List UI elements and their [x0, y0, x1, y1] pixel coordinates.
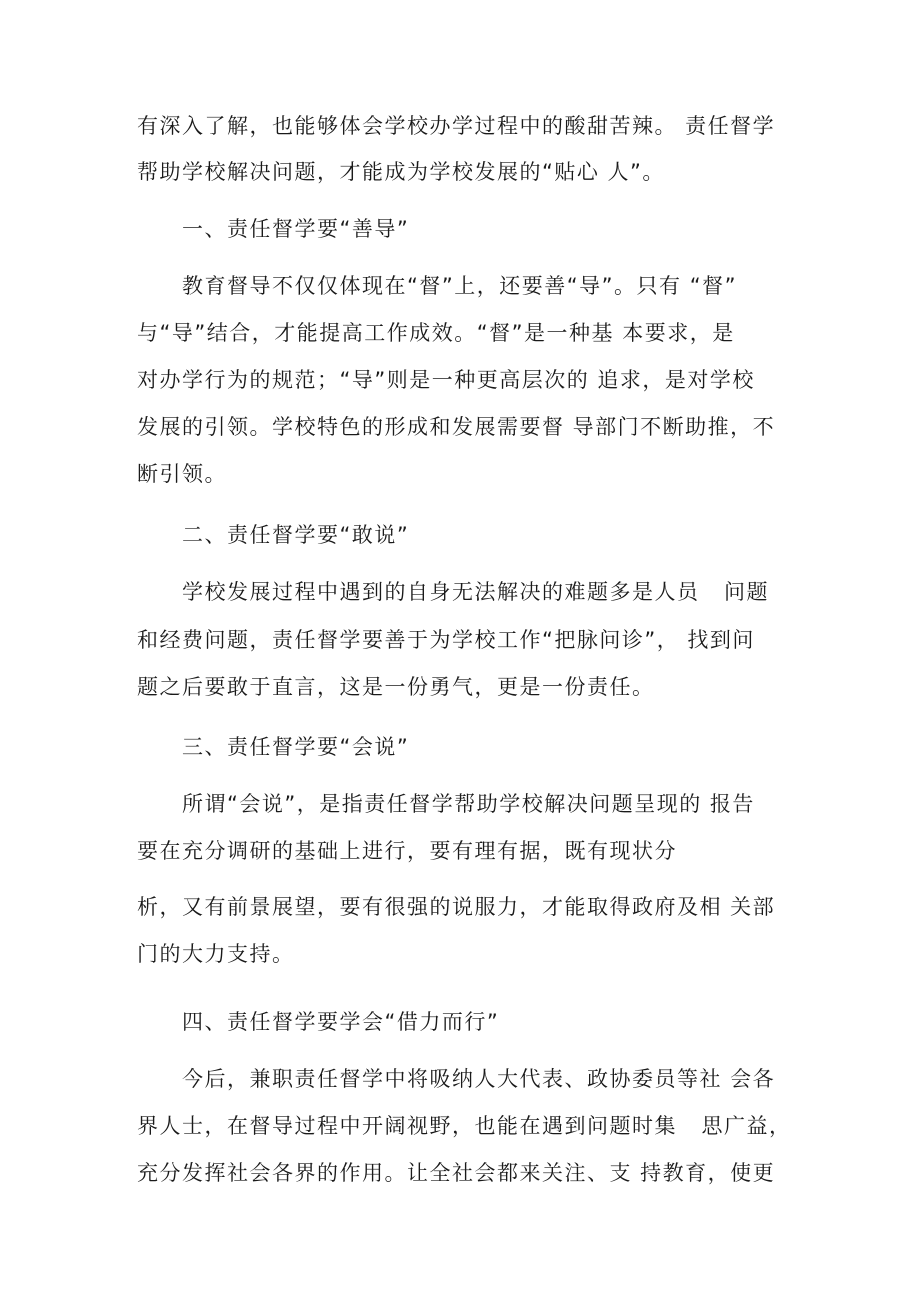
body-line: 断引领。 [137, 462, 227, 486]
body-line: 析，又有前景展望，要有很强的说服力，才能取得政府及相 关部 [137, 895, 776, 919]
body-line: 门的大力支持。 [137, 942, 295, 966]
section-heading: 三、责任督学要“会说” [182, 735, 410, 759]
body-line: 充分发挥社会各界的作用。让全社会都来关注、支 持教育，使更 [137, 1161, 776, 1185]
body-line: 与“导”结合，才能提高工作成效。“督”是一种基 本要求，是 [137, 321, 735, 345]
body-line: 题之后要敢于直言，这是一份勇气，更是一份责任。 [137, 675, 655, 699]
body-line: 要在充分调研的基础上进行，要有理有据，既有现状分 [137, 839, 677, 863]
body-line: 有深入了解，也能够体会学校办学过程中的酸甜苦辣。 责任督学 [137, 114, 776, 138]
body-line: 教育督导不仅仅体现在“督”上，还要善“导”。只有 “督” [182, 274, 737, 298]
body-line: 对办学行为的规范；“导”则是一种更高层次的 追求，是对学校 [137, 368, 755, 392]
body-line: 学校发展过程中遇到的自身无法解决的难题多是人员 问题 [182, 580, 770, 604]
body-line: 界人士，在督导过程中开阔视野，也能在遇到问题时集 思广益， [137, 1114, 792, 1138]
body-line: 今后，兼职责任督学中将吸纳人大代表、政协委员等社 会各 [182, 1067, 776, 1091]
section-heading: 二、责任督学要“敢说” [182, 523, 410, 547]
body-line: 发展的引领。学校特色的形成和发展需要督 导部门不断助推，不 [137, 415, 776, 439]
body-line: 所谓“会说”，是指责任督学帮助学校解决问题呈现的 报告 [182, 792, 755, 816]
body-line: 帮助学校解决问题，才能成为学校发展的“贴心 人”。 [137, 160, 665, 184]
body-line: 和经费问题，责任督学要善于为学校工作“把脉问诊”， 找到问 [137, 628, 755, 652]
section-heading: 一、责任督学要“善导” [182, 217, 410, 241]
section-heading: 四、责任督学要学会“借力而行” [182, 1010, 500, 1034]
